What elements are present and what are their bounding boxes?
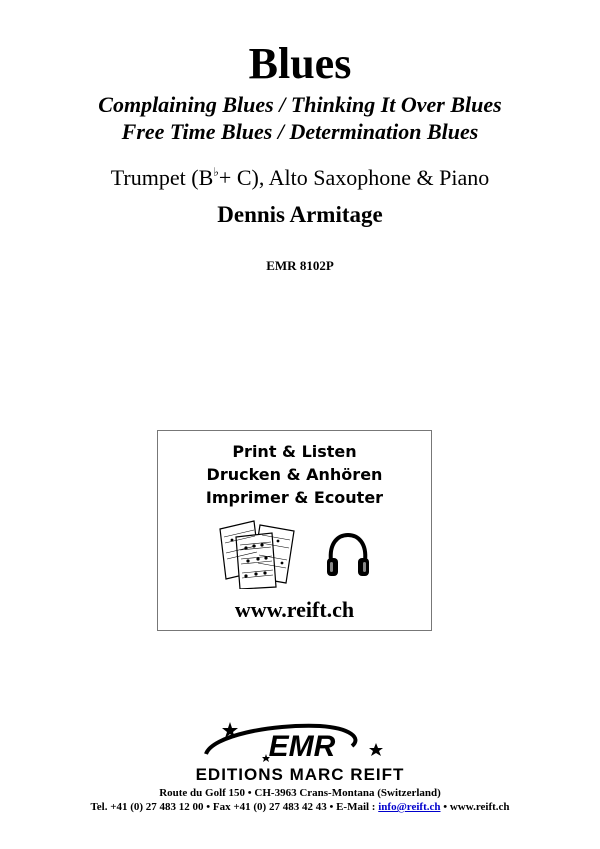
contact-website: • www.reift.ch (440, 801, 510, 813)
composer-name: Dennis Armitage (217, 202, 383, 227)
emr-logo (150, 716, 450, 786)
contact-phone-fax: Tel. +41 (0) 27 483 12 00 • Fax +41 (0) 27 483 42 43 • E-Mail : (90, 801, 379, 813)
email-link[interactable]: info@reift.ch (378, 801, 441, 813)
promo-website-link[interactable]: www.reift.ch (234, 597, 355, 622)
headphones-icon (324, 531, 372, 581)
promo-line-german: Drucken & Anhören (206, 465, 383, 484)
catalog-code: EMR 8102P (266, 258, 334, 273)
promo-line-english: Print & Listen (232, 442, 357, 461)
subtitle-line-1: Complaining Blues / Thinking It Over Blues (98, 92, 502, 117)
logo-publisher-text: EDITIONS MARC REIFT (195, 765, 405, 784)
subtitle-line-2: Free Time Blues / Determination Blues (121, 119, 479, 144)
publisher-contact (0, 800, 600, 814)
page-title: Blues (248, 39, 352, 88)
promo-line-french: Imprimer & Ecouter (205, 488, 384, 507)
flat-symbol: ♭ (213, 165, 219, 179)
instrumentation-part-1: Trumpet (B (110, 165, 214, 190)
instrumentation (0, 158, 600, 192)
instrumentation-part-2: + C), Alto Saxophone & Piano (218, 165, 490, 190)
sheet-music-icon (216, 519, 298, 589)
publisher-address: Route du Golf 150 • CH-3963 Crans-Montana (Switzerland) (159, 787, 441, 799)
logo-mark-text: EMR (268, 730, 336, 763)
print-listen-box (157, 430, 432, 631)
